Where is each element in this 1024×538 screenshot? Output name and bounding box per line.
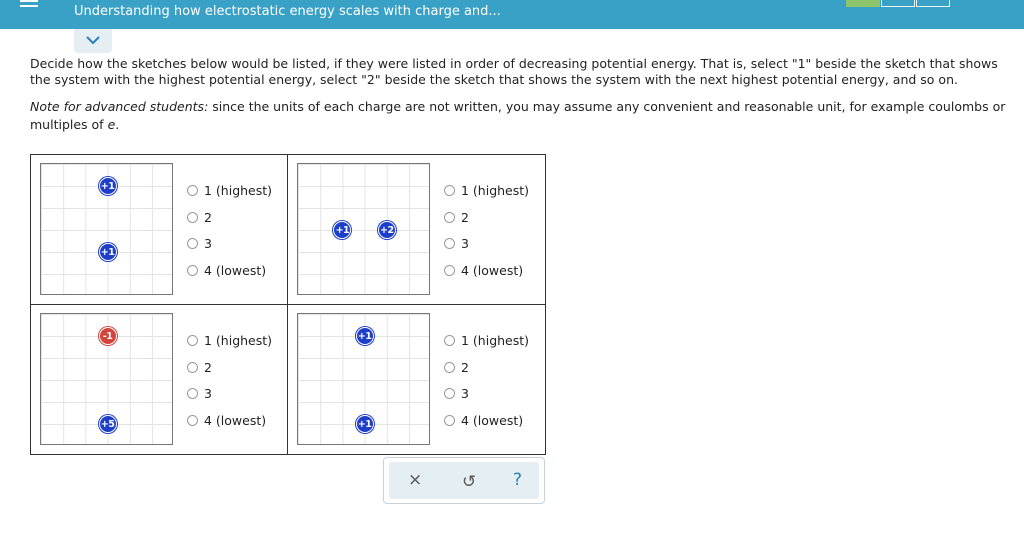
rank-radio[interactable] [444, 185, 455, 196]
collapse-header-button[interactable] [74, 29, 112, 53]
rank-option[interactable] [444, 360, 529, 387]
rank-radio[interactable] [444, 415, 455, 426]
sketch-cell [288, 155, 545, 305]
rank-option[interactable] [444, 333, 529, 360]
rank-option[interactable] [444, 210, 529, 237]
positive-charge: +5 [99, 415, 117, 433]
rank-option-label: 4 (lowest) [461, 262, 524, 278]
rank-option-label: 2 [204, 209, 212, 225]
sketch-canvas [40, 313, 173, 445]
action-buttons [389, 462, 539, 499]
rank-radio[interactable] [187, 265, 198, 276]
rank-option[interactable] [187, 360, 272, 387]
rank-radio[interactable] [187, 212, 198, 223]
action-bar [383, 457, 545, 504]
rank-radio[interactable] [187, 238, 198, 249]
sketch-cell [31, 305, 288, 455]
rank-radio[interactable] [444, 388, 455, 399]
note-lead: Note for advanced students: [30, 99, 209, 114]
rank-option[interactable] [187, 183, 272, 210]
rank-option-label: 4 (lowest) [461, 412, 524, 428]
progress-segment [846, 0, 880, 7]
note-end: . [115, 117, 120, 132]
rank-option[interactable] [444, 183, 529, 210]
rank-option[interactable] [187, 413, 272, 440]
progress-segment [916, 0, 950, 7]
rank-option[interactable] [444, 263, 529, 290]
positive-charge: +1 [356, 327, 374, 345]
rank-option[interactable] [444, 413, 529, 440]
sketch-cell [288, 305, 545, 455]
positive-charge: +1 [333, 221, 351, 239]
sketch-grid [30, 154, 546, 455]
rank-option[interactable] [187, 386, 272, 413]
progress-indicator [845, 0, 950, 7]
rank-option-label: 4 (lowest) [204, 412, 267, 428]
rank-option-label: 1 (highest) [461, 333, 530, 348]
rank-radio[interactable] [444, 212, 455, 223]
positive-charge: +2 [378, 221, 396, 239]
assignment-title: Understanding how electrostatic energy scales with charge and... [74, 4, 501, 19]
rank-option[interactable] [187, 263, 272, 290]
rank-option-label: 3 [461, 386, 469, 401]
rank-radio[interactable] [444, 362, 455, 373]
positive-charge: +1 [99, 243, 117, 261]
sketch-canvas [297, 163, 430, 295]
rank-option[interactable] [444, 236, 529, 263]
advanced-note [30, 98, 1010, 134]
rank-option[interactable] [187, 236, 272, 263]
rank-option-label: 4 (lowest) [204, 262, 267, 278]
rank-option-label: 3 [204, 386, 212, 401]
rank-options [187, 183, 272, 289]
negative-charge: -1 [99, 327, 117, 345]
sketch-canvas [297, 313, 430, 445]
rank-option-label: 1 (highest) [204, 183, 273, 198]
positive-charge: +1 [99, 177, 117, 195]
rank-radio[interactable] [187, 415, 198, 426]
rank-option[interactable] [187, 333, 272, 360]
rank-radio[interactable] [187, 388, 198, 399]
note-variable: e [107, 117, 116, 132]
rank-option-label: 2 [461, 209, 469, 225]
sketch-canvas [40, 163, 173, 295]
help-button[interactable]: ? [513, 470, 523, 490]
question-instructions: Decide how the sketches below would be listed, if they were listed in order of decreasing potential energy. That is, select "1" beside the sketch that shows the system with the highest potential energy, select "2" beside the sketch that shows the system with the next highest potential energy, and so on. [30, 56, 998, 87]
rank-radio[interactable] [187, 185, 198, 196]
rank-option-label: 2 [461, 359, 469, 375]
top-bar [0, 0, 1024, 29]
rank-option-label: 3 [461, 236, 469, 251]
rank-options [444, 183, 529, 289]
rank-radio[interactable] [187, 362, 198, 373]
sketch-cell [31, 155, 288, 305]
progress-segment [881, 0, 915, 7]
rank-radio[interactable] [444, 238, 455, 249]
rank-option[interactable] [187, 210, 272, 237]
rank-option-label: 2 [204, 359, 212, 375]
rank-options [187, 333, 272, 439]
undo-button[interactable]: ↺ [462, 472, 477, 492]
menu-icon[interactable] [20, 0, 38, 12]
positive-charge: +1 [356, 415, 374, 433]
rank-option[interactable] [444, 386, 529, 413]
rank-radio[interactable] [444, 335, 455, 346]
rank-radio[interactable] [444, 265, 455, 276]
rank-option-label: 1 (highest) [204, 333, 273, 348]
rank-options [444, 333, 529, 439]
rank-radio[interactable] [187, 335, 198, 346]
note-text: since the units of each charge are not written, you may assume any convenient and reasonable unit, for example coulombs or multiples of [30, 99, 1006, 132]
rank-option-label: 3 [204, 236, 212, 251]
clear-button[interactable]: × [408, 470, 423, 490]
chevron-down-icon [85, 34, 101, 46]
rank-option-label: 1 (highest) [461, 183, 530, 198]
